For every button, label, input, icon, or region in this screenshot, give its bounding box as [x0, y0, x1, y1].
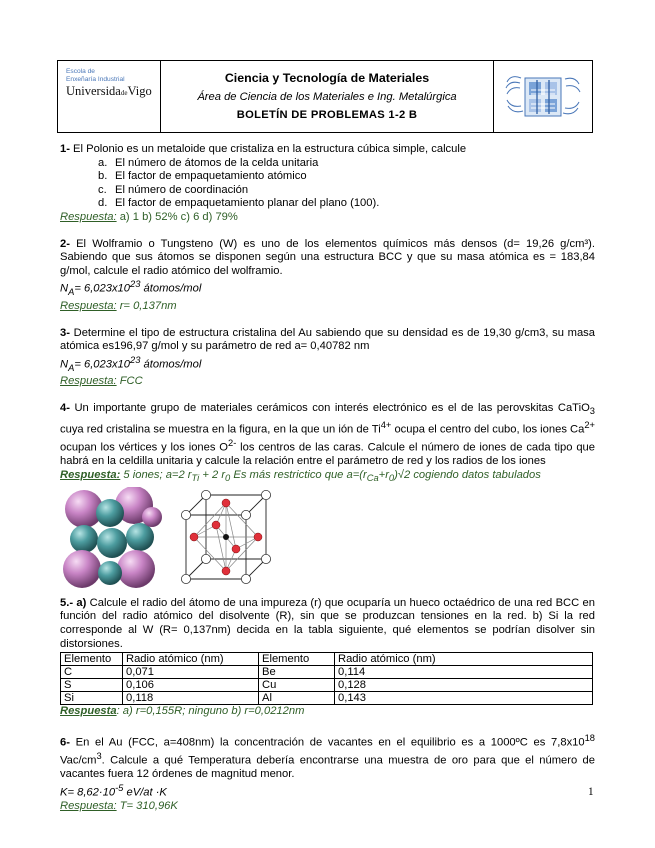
- logo-university-name: UniversidadeVigo: [66, 84, 152, 99]
- table-cell: Al: [259, 692, 335, 705]
- problem-1-options: [98, 157, 595, 211]
- problem-6-statement: 6- En el Au (FCC, a=408nm) la concentración de vacantes en el equilibrio es a 1000ºC es $7,8x10^{18}$ Vac/$cm^3$. Calcule a qué Temperatura debería encontrarse una muestra de oro para que el número de vacantes fuera 12 órdenes de magnitud menor.: [60, 732, 595, 781]
- table-row: [61, 666, 593, 679]
- table-cell: Si: [61, 692, 123, 705]
- option-c: c. El número de coordinación: [98, 183, 249, 196]
- problem-5-statement: 5.- a) Calcule el radio del átomo de una impureza (r) que ocuparía un hueco octaédrico de una red BCC en función del radio atómico del disolvente (R), sin que se produzcan tensiones en la red. b) Si la red corresponde al W (R= 0,137nm) decida en la tabla siguiente, qué elementos se podrían disolver sin distorsiones.: [60, 596, 595, 650]
- school-logo-icon: [494, 61, 592, 132]
- table-cell: 0,128: [335, 679, 593, 692]
- problem-1-answer: Respuesta: a) 1 b) 52% c) 6 d) 79%: [60, 210, 238, 223]
- header-center: [161, 61, 494, 132]
- option-a: a. El número de átomos de la celda unitaria: [98, 156, 319, 169]
- page-number: 1: [588, 786, 594, 798]
- university-logo: [58, 61, 161, 132]
- problem-4-answer: Respuesta: 5 iones; a=2 $r_{Ti} + 2$ $r_0$ Es más restrictico que $a=(r_{Ca}+r_0)√2$ cogiendo datos tabulados: [60, 468, 541, 484]
- problem-4: [60, 402, 595, 591]
- perovskite-space-filling-model: [62, 487, 166, 591]
- table-header-row: [61, 653, 593, 666]
- course-title: Ciencia y Tecnología de Materiales: [224, 71, 430, 85]
- table-cell: 0,143: [335, 692, 593, 705]
- table-cell: Be: [259, 666, 335, 679]
- bulletin-title: BOLETÍN DE PROBLEMAS 1-2 B: [236, 109, 418, 121]
- table-cell: 0,118: [123, 692, 259, 705]
- table-row: [61, 692, 593, 705]
- problem-5: [60, 597, 595, 719]
- problem-1: [60, 143, 595, 225]
- table-header-cell: Radio atómico (nm): [335, 653, 593, 666]
- table-cell: C: [61, 666, 123, 679]
- table-row: [61, 679, 593, 692]
- table-header-cell: Elemento: [259, 653, 335, 666]
- problem-3-statement: 3- Determine el tipo de estructura cristalina del Au sabiendo que su densidad es de 19,30 g/cm3, su masa atómica es196,97 g/mol y su parámetro de red a= 0,40782 nm: [60, 326, 595, 353]
- problem-6-boltzmann: $K= 8,62\cdot 10^{-5}$ eV/at ·K: [60, 782, 167, 799]
- problem-2-avogadro: $N_A= 6,023x10^{23}$ átomos/mol: [60, 279, 202, 298]
- problem-1-statement: 1- El Polonio es un metaloide que cristaliza en la estructura cúbica simple, calcule: [60, 143, 467, 155]
- problem-2-answer: Respuesta: r= 0,137nm: [60, 299, 177, 312]
- perovskite-ball-stick-model: [172, 487, 276, 591]
- logo-line-2: Enxeñaría Industrial: [66, 75, 125, 83]
- department-subtitle: Área de Ciencia de los Materiales e Ing. Metalúrgica: [197, 91, 457, 103]
- problem-3-avogadro: $N_A= 6,023x10^{23}$ átomos/mol: [60, 354, 202, 373]
- table-cell: 0,114: [335, 666, 593, 679]
- problem-5-answer: Respuesta: a) r=0,155R; ninguno b) r=0,0212nm: [60, 705, 305, 718]
- table-header-cell: Radio atómico (nm): [123, 653, 259, 666]
- table-cell: 0,071: [123, 666, 259, 679]
- problem-6: [60, 732, 595, 814]
- atomic-radius-table: [60, 652, 593, 705]
- document-header: [57, 60, 593, 133]
- table-header-cell: Elemento: [61, 653, 123, 666]
- perovskite-figures: [62, 487, 595, 591]
- table-cell: 0,106: [123, 679, 259, 692]
- table-cell: S: [61, 679, 123, 692]
- problem-2-statement: 2- El Wolframio o Tungsteno (W) es uno de los elementos químicos más densos (d= 19,26 g/cm³). Sabiendo que sus átomos se disponen según una estructura BCC y que su masa atómica es = 183,84 g/mol, calcule el radio atómico del wolframio.: [60, 237, 595, 277]
- table-cell: Cu: [259, 679, 335, 692]
- problem-4-statement: 4- Un importante grupo de materiales cerámicos con interés electrónico es el de las perovskitas CaTiO$_3$ cuya red cristalina se muestra en la figura, en la que un ión de $Ti^{4+}$ ocupa el centro del cubo, los iones $Ca^{2+}$ ocupan los vértices y los iones $O^{2-}$ los centros de las caras. Calcule el número de iones de cada tipo que habrá en la celdilla unitaria y calcule la relación entre el parámetro de red y los radios de los iones: [60, 401, 595, 468]
- option-b: b. El factor de empaquetamiento atómico: [98, 170, 307, 183]
- problem-2: [60, 238, 595, 314]
- problem-6-answer: Respuesta: T= 310,96K: [60, 800, 178, 813]
- logo-line-1: Escola de: [66, 68, 95, 75]
- option-d: d. El factor de empaquetamiento planar del plano (100).: [98, 197, 380, 210]
- problem-3-answer: Respuesta: FCC: [60, 375, 143, 388]
- problem-3: [60, 327, 595, 389]
- problems-content: [60, 143, 595, 827]
